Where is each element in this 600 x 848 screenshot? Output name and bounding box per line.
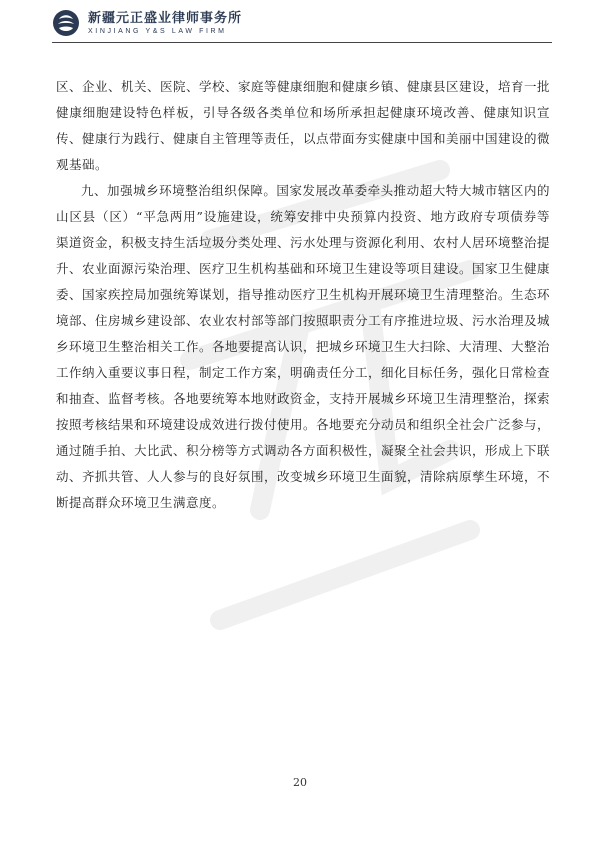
document-body [56, 74, 550, 516]
firm-name-chinese: 新疆元正盛业律师事务所 [88, 10, 243, 26]
header-divider [52, 42, 552, 43]
firm-names [88, 12, 242, 35]
paragraph-continuation: 区、企业、机关、医院、学校、家庭等健康细胞和健康乡镇、健康县区建设，培育一批健康细胞建设特色样板，引导各级各类单位和场所承担起健康环境改善、健康知识宣传、健康行为践行、健康自主管理等责任，以点带面夯实健康中国和美丽中国建设的微观基础。 [56, 79, 551, 172]
paragraph-section-nine: 九、加强城乡环境整治组织保障。国家发展改革委牵头推动超大特大城市辖区内的山区县（区）“平急两用”设施建设，统筹安排中央预算内投资、地方政府专项债券等渠道资金，积极支持生活垃圾分类处理、污水处理与资源化利用、农村人居环境整治提升、农业面源污染治理、医疗卫生机构基础和环境卫生建设等项目建设。国家卫生健康委、国家疾控局加强统筹谋划，指导推动医疗卫生机构开展环境卫生清理整治。生态环境部、住房城乡建设部、农业农村部等部门按照职责分工有序推进垃圾、污水治理及城乡环境卫生整治相关工作。各地要提高认识，把城乡环境卫生大扫除、大清理、大整治工作纳入重要议事日程，制定工作方案，明确责任分工，细化目标任务，强化日常检查和抽查、监督考核。各地要统筹本地财政资金，支持开展城乡环境卫生清理整治，探索按照考核结果和环境建设成效进行拨付使用。各地要充分动员和组织全社会广泛参与，通过随手拍、大比武、积分榜等方式调动各方面积极性，凝聚全社会共识，形成上下联动、齐抓共管、人人参与的良好氛围，改变城乡环境卫生面貌，清除病原孳生环境，不断提高群众环境卫生满意度。 [56, 183, 551, 510]
page-number: 20 [293, 776, 307, 789]
letterhead [52, 6, 552, 40]
firm-logo-icon [52, 9, 80, 37]
firm-name-english: XINJIANG Y&S LAW FIRM [88, 27, 227, 35]
